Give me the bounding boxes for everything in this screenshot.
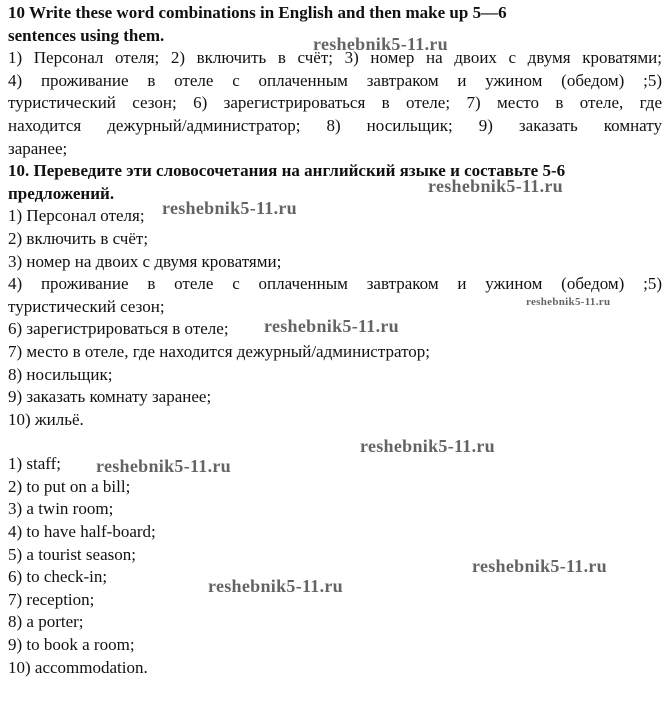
answer-item: 8) a porter; [8,612,84,632]
watermark: reshebnik5-11.ru [472,556,607,576]
russian-item: 10) жильё. [8,409,84,429]
spacer [8,431,662,453]
russian-item: 4) проживание в отеле с оплаченным завтраком и ужином (обедом) ;5) [8,274,662,294]
english-task-para-line: туристический сезон; 6) зарегистрироваться в отеле; 7) место в отеле, где [8,93,662,113]
watermark: reshebnik5-11.ru [162,198,297,218]
english-task-para-line: заранее; [8,138,68,158]
russian-item: 2) включить в счёт; [8,228,149,248]
watermark: reshebnik5-11.ru [208,576,343,596]
answer-item: 3) a twin room; [8,499,114,519]
answer-item: 6) to check-in; [8,567,108,587]
english-task-para-line: 1) Персонал отеля; 2) включить в счёт; 3) номер на двоих с двумя кроватями; [8,48,662,68]
watermark: reshebnik5-11.ru [526,296,611,308]
english-task-heading-line1: 10 Write these word combinations in English and then make up 5—6 [8,3,507,22]
english-task-para-line: находится дежурный/администратор; 8) носильщик; 9) заказать комнату [8,115,662,135]
answer-item: 1) staff; [8,454,62,474]
answer-item: 5) a tourist season; [8,544,136,564]
russian-item: туристический сезон; [8,296,165,316]
answer-item: 2) to put on a bill; [8,476,131,496]
answer-item: 9) to book a room; [8,635,135,655]
russian-item: 1) Персонал отеля; [8,206,145,226]
english-task-para-line: 4) проживание в отеле с оплаченным завтраком и ужином (обедом) ;5) [8,70,662,90]
answer-item: 4) to have half-board; [8,522,156,542]
watermark: reshebnik5-11.ru [264,316,399,336]
watermark: reshebnik5-11.ru [313,34,448,54]
russian-item: 6) зарегистрироваться в отеле; [8,319,229,339]
russian-item: 7) место в отеле, где находится дежурный/администратор; [8,341,431,361]
answer-item: 7) reception; [8,589,95,609]
russian-item: 8) носильщик; [8,364,113,384]
answer-item: 10) accommodation. [8,657,148,677]
watermark: reshebnik5-11.ru [360,436,495,456]
russian-task-heading-line1: 10. Переведите эти словосочетания на английский языке и составьте 5-6 [8,161,566,181]
english-task-heading-line2: sentences using them. [8,25,165,45]
russian-task-heading-line2: предложений. [8,183,115,203]
watermark: reshebnik5-11.ru [96,456,231,476]
russian-item: 9) заказать комнату заранее; [8,387,212,407]
russian-item: 3) номер на двоих с двумя кроватями; [8,251,282,271]
watermark: reshebnik5-11.ru [428,176,563,196]
